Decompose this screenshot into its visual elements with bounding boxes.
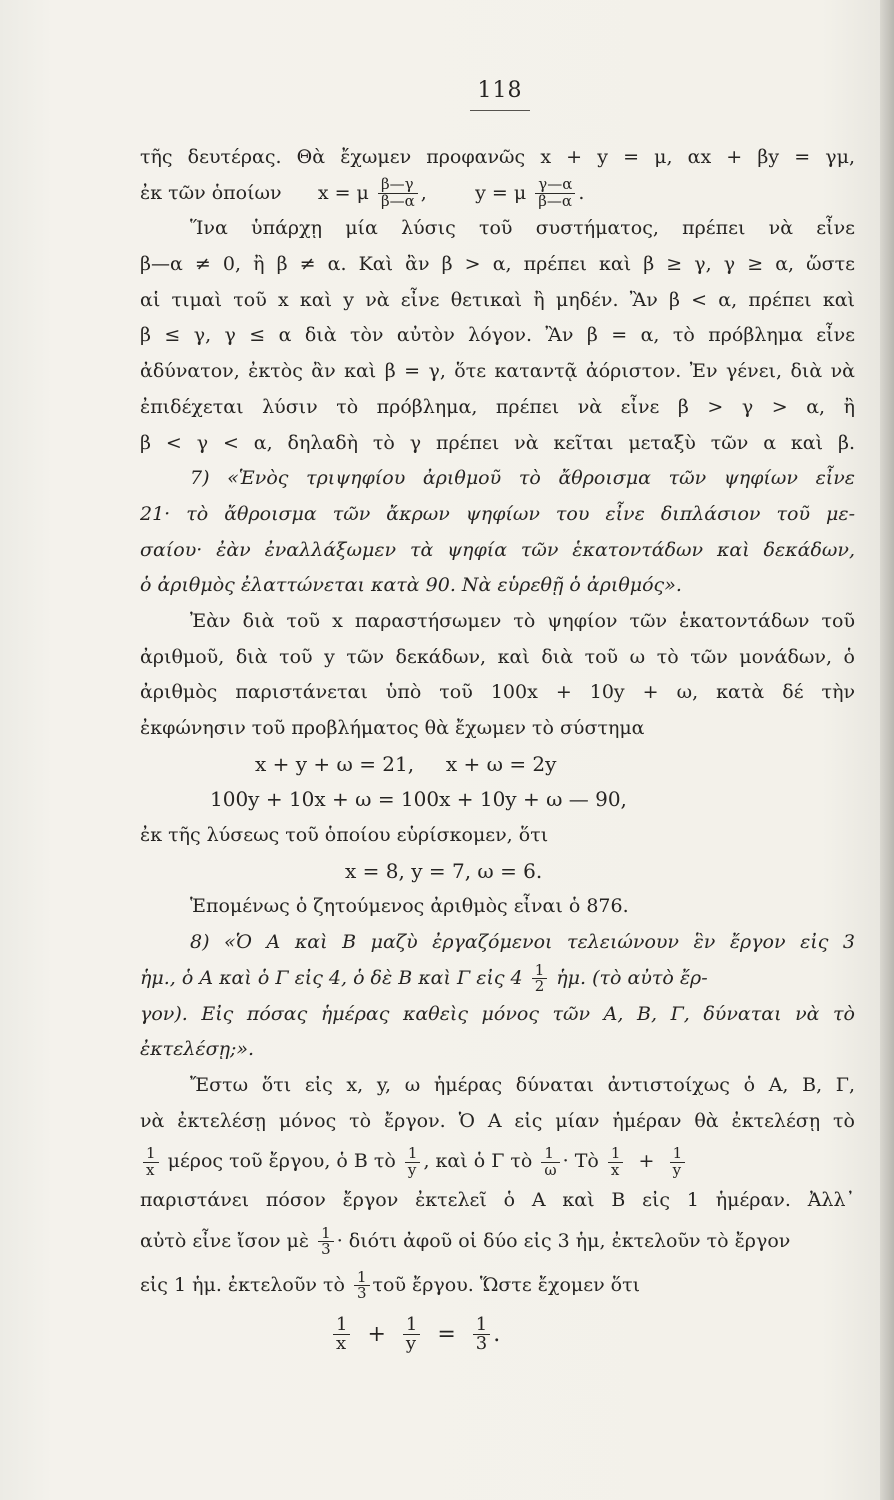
one-over-x-fraction <box>333 1313 350 1355</box>
fraction-numerator: 1 <box>318 1226 334 1243</box>
text-line-29: νὰ ἐκτελέσῃ μόνος τὸ ἔργον. Ὁ Α εἰς μίαν ἡμέραν θὰ ἐκτελέσῃ τὸ <box>140 1109 855 1132</box>
book-spine-shadow <box>880 0 894 1500</box>
fraction-numerator: γ—α <box>535 177 575 194</box>
one-third-fraction <box>354 1267 370 1303</box>
one-over-x-fraction <box>608 1146 624 1179</box>
text-line-5: αἱ τιμαὶ τοῦ x καὶ y νὰ εἶνε θετικαὶ ἢ μηδέν. Ἂν β < α, πρέπει καὶ <box>140 288 855 311</box>
fraction-numerator: 1 <box>403 1316 420 1336</box>
problem-7-line-2: 21· τὸ ἄθροισμα τῶν ἄκρων ψηφίων του εἶνε διπλάσιον τοῦ με- <box>140 502 855 525</box>
final-equation <box>140 1307 855 1363</box>
problem-7-line-1: 7) «Ἑνὸς τριψηφίου ἀριθμοῦ τὸ ἄθροισμα τῶν ψηφίων εἶνε <box>190 467 855 490</box>
problem-8-line-2-part-1: ἡμ., ὁ Α καὶ ὁ Γ εἰς 4, ὁ δὲ Β καὶ Γ εἰς 4 <box>140 966 523 989</box>
fraction-numerator: 1 <box>333 1316 350 1336</box>
fraction-denominator: β—α <box>538 192 573 211</box>
fraction-denominator: β—α <box>380 192 415 211</box>
text-line-32 <box>140 1219 855 1263</box>
page-number: 118 <box>477 78 523 103</box>
text-line-4: β—α ≠ 0, ἢ β ≠ α. Καὶ ἂν β > α, πρέπει καὶ β ≥ γ, γ ≥ α, ὥστε <box>140 253 855 276</box>
line-32-part-1: αὐτὸ εἶνε ἴσον μὲ <box>140 1229 310 1252</box>
half-fraction <box>532 960 548 996</box>
fraction-denominator: x <box>146 1160 155 1179</box>
y-solution-lhs: y = μ <box>475 181 527 204</box>
text-line-22: Ἑπομένως ὁ ζητούμενος ἀριθμὸς εἶναι ὁ 876. <box>190 895 629 918</box>
text-line-15: ἀριθμοῦ, διὰ τοῦ y τῶν δεκάδων, καὶ διὰ τοῦ ω τὸ τῶν μονάδων, ὁ <box>140 645 855 668</box>
fraction-denominator: y <box>407 1160 417 1179</box>
one-over-x-fraction <box>143 1146 159 1179</box>
text-line-17: ἐκφώνησιν τοῦ προβλήματος θὰ ἔχωμεν τὸ σύστημα <box>140 717 645 739</box>
y-solution-fraction <box>535 177 575 210</box>
text-line-30 <box>140 1139 855 1183</box>
line-30-part-2: , καὶ ὁ Γ τὸ <box>423 1150 533 1173</box>
fraction-numerator: 1 <box>405 1146 421 1163</box>
text-line-3: Ἵνα ὑπάρχῃ μία λύσις τοῦ συστήματος, πρέπει νὰ εἶνε <box>190 217 855 240</box>
fraction-numerator: 1 <box>143 1146 159 1163</box>
fraction-denominator: y <box>672 1160 682 1179</box>
x-solution-fraction <box>378 177 418 210</box>
text-line-8: ἐπιδέχεται λύσιν τὸ πρόβλημα, πρέπει νὰ εἶνε β > γ > α, ἢ <box>140 395 855 418</box>
fraction-denominator: ω <box>544 1160 557 1179</box>
text-line-31: παριστάνει πόσον ἔργον ἐκτελεῖ ὁ Α καὶ Β εἰς 1 ἡμέραν. Ἀλλ᾽ <box>140 1189 855 1212</box>
line-30-part-3: · Τὸ <box>562 1150 599 1173</box>
fraction-denominator: x <box>610 1160 620 1179</box>
plus-sign: + <box>638 1150 655 1173</box>
fraction-denominator: 2 <box>534 977 545 996</box>
fraction-denominator: y <box>405 1333 417 1355</box>
plus-sign: + <box>367 1321 386 1347</box>
line-30-part-1: μέρος τοῦ ἔργου, ὁ Β τὸ <box>167 1150 396 1173</box>
line-33-part-1: εἰς 1 ἡμ. ἐκτελοῦν τὸ <box>140 1273 345 1296</box>
problem-8-line-4: ἐκτελέσῃ;». <box>140 1038 255 1061</box>
text-line-7: ἀδύνατον, ἐκτὸς ἂν καὶ β = γ, ὅτε καταντᾷ ἀόριστον. Ἐν γένει, διὰ νὰ <box>140 360 855 383</box>
text-line-6: β ≤ γ, γ ≤ α διὰ τὸν αὐτὸν λόγον. Ἂν β = α, τὸ πρόβλημα εἶνε <box>140 324 855 347</box>
fraction-numerator: 1 <box>541 1146 559 1163</box>
x-solution-lhs: x = μ <box>317 181 369 204</box>
text-line-9: β < γ < α, δηλαδὴ τὸ γ πρέπει νὰ κεῖται μεταξὺ τῶν α καὶ β. <box>140 431 855 454</box>
fraction-denominator: 3 <box>321 1240 331 1259</box>
final-period: . <box>493 1321 501 1347</box>
text-line-20: ἐκ τῆς λύσεως τοῦ ὁποίου εὑρίσκομεν, ὅτι <box>140 824 549 847</box>
equation-3: x = 8, y = 7, ω = 6. <box>345 858 543 883</box>
one-third-fraction <box>318 1223 334 1259</box>
equals-sign: = <box>437 1321 456 1347</box>
fraction-numerator: 1 <box>473 1316 490 1336</box>
problem-8-line-3: γον). Εἰς πόσας ἡμέρας καθεὶς μόνος τῶν Α, Β, Γ, δύναται νὰ τὸ <box>140 1002 855 1025</box>
fraction-numerator: 1 <box>670 1146 686 1163</box>
text-line-16: ἀριθμὸς παριστάνεται ὑπὸ τοῦ 100x + 10y + ω, κατὰ δέ τὴν <box>140 681 855 704</box>
line-32-part-2: · διότι ἀφοῦ οἱ δύο εἰς 3 ἡμ, ἐκτελοῦν τὸ ἔργον <box>336 1229 791 1252</box>
fraction-numerator: 1 <box>532 963 548 980</box>
text-line-28: Ἔστω ὅτι εἰς x, y, ω ἡμέρας δύναται ἀντιστοίχως ὁ Α, Β, Γ, <box>190 1073 855 1096</box>
equation-2: 100y + 10x + ω = 100x + 10y + ω — 90, <box>210 787 627 812</box>
one-over-y-fraction <box>403 1313 420 1355</box>
line-33-part-2: τοῦ ἔργου. Ὥστε ἔχομεν ὅτι <box>372 1273 641 1296</box>
fraction-denominator: 3 <box>356 1284 367 1303</box>
one-over-y-fraction <box>670 1146 686 1179</box>
line-2-lead: ἐκ τῶν ὁποίων <box>140 181 282 204</box>
fraction-numerator: 1 <box>354 1270 370 1287</box>
problem-7-line-4: ὁ ἀριθμὸς ἐλαττώνεται κατὰ 90. Νὰ εὑρεθῇ ὁ ἀριθμός». <box>140 574 682 597</box>
one-over-y-fraction <box>405 1146 421 1179</box>
page-number-rule <box>470 110 530 111</box>
fraction-numerator: 1 <box>608 1146 624 1163</box>
text-line-33 <box>140 1263 855 1307</box>
one-third-fraction <box>473 1313 490 1355</box>
equation-1: x + y + ω = 21, x + ω = 2y <box>255 751 557 776</box>
one-over-w-fraction <box>541 1146 559 1179</box>
text-line-2: ἐκ τῶν ὁποίων x = μ $\frac{\beta—\gamma}{\beta—\alpha}$ , y = μ $\frac{\gamma—\alpha}{\beta—\alpha}$ . <box>140 175 585 211</box>
fraction-denominator: x <box>336 1333 347 1355</box>
text-line-14: Ἐὰν διὰ τοῦ x παραστήσωμεν τὸ ψηφίον τῶν ἑκατοντάδων τοῦ <box>190 609 855 632</box>
page-text <box>140 140 855 1363</box>
fraction-numerator: β—γ <box>378 177 418 194</box>
problem-8-line-1: 8) «Ὁ Α καὶ Β μαζὺ ἐργαζόμενοι τελειώνουν ἓν ἔργον εἰς 3 <box>190 931 855 954</box>
problem-7-line-3: σαίου· ἐὰν ἐναλλάξωμεν τὰ ψηφία τῶν ἑκατοντάδων καὶ δεκάδων, <box>140 538 855 561</box>
text-line-1: τῆς δευτέρας. Θὰ ἔχωμεν προφανῶς x + y = μ, αx + βy = γμ, <box>140 146 855 168</box>
problem-8-line-2 <box>140 961 855 997</box>
problem-8-line-2-part-2: ἡμ. (τὸ αὐτὸ ἔρ- <box>556 966 708 989</box>
fraction-denominator: 3 <box>475 1333 488 1355</box>
